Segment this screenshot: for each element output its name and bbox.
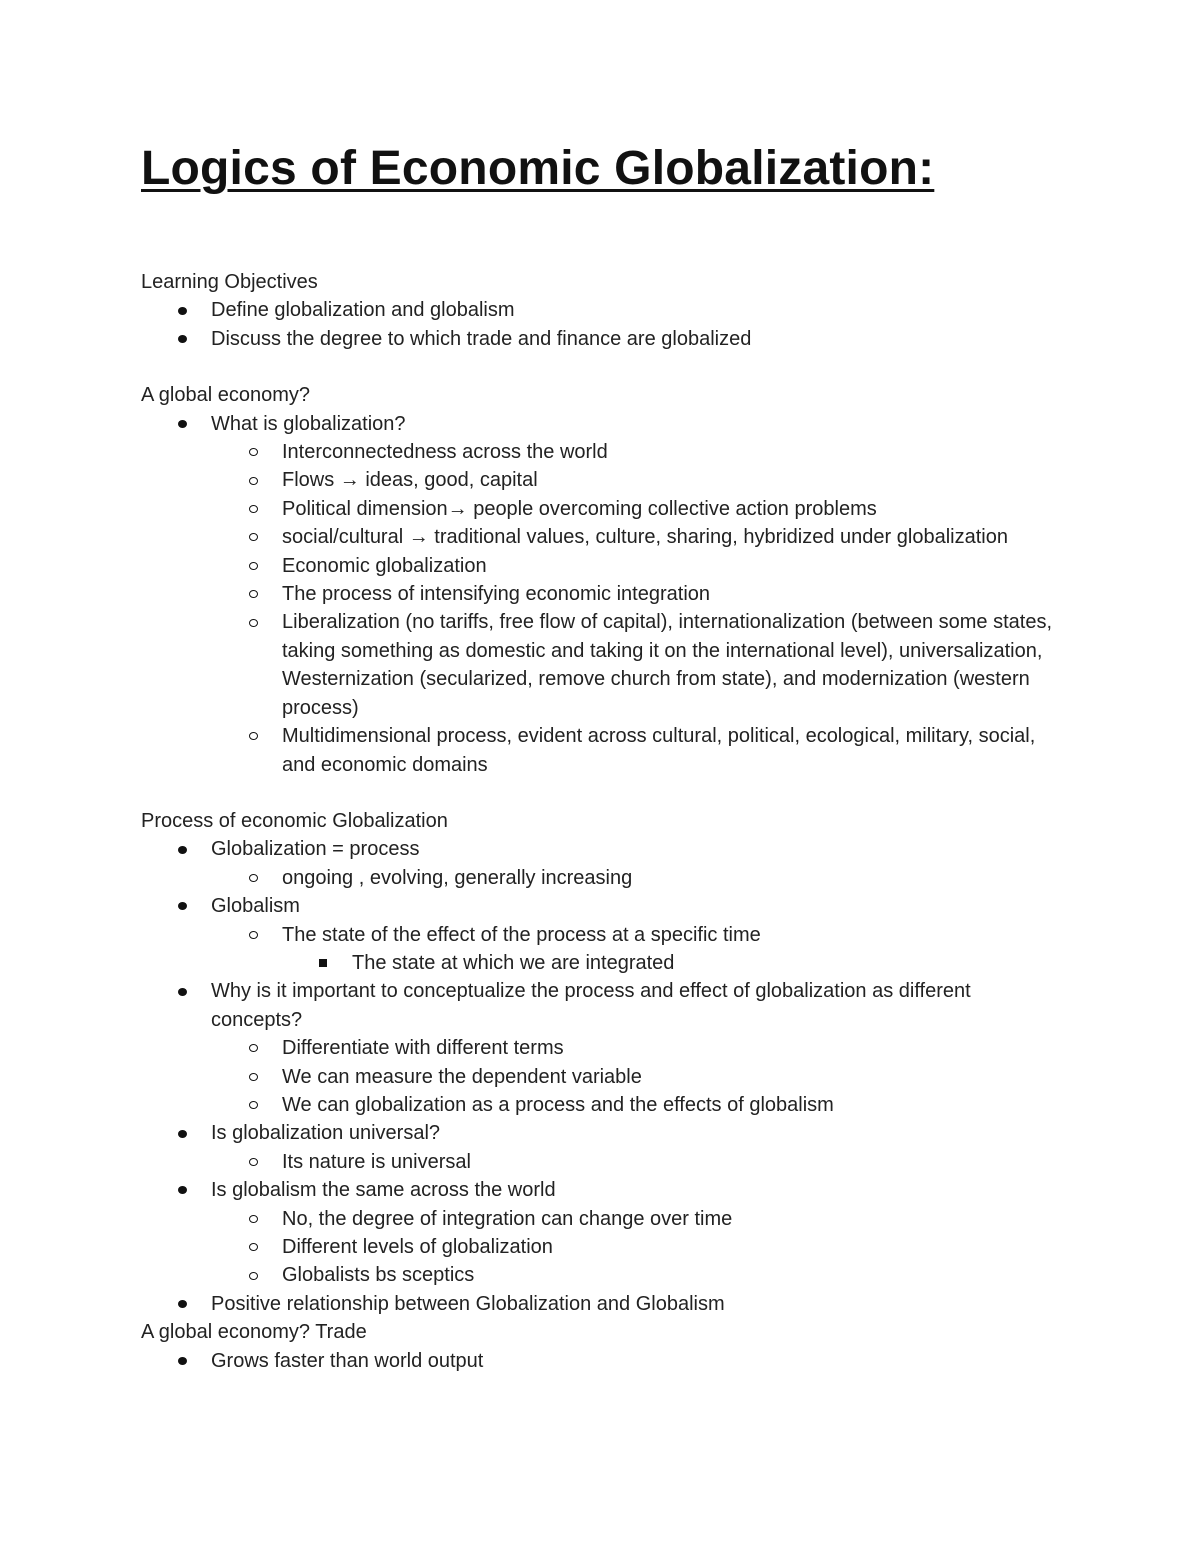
list-item: Differentiate with different terms (141, 1034, 1061, 1062)
bullet-dot-icon (175, 977, 189, 1005)
bullet-circle-icon (246, 466, 260, 494)
bullet-circle-icon (246, 1261, 260, 1289)
section-process (141, 807, 1061, 1318)
bullet-dot-icon (175, 325, 189, 353)
bullet-circle-icon (246, 722, 260, 750)
list-item: Multidimensional process, evident across cultural, political, ecological, military, social, and economic domains (141, 722, 1061, 779)
list-item: We can globalization as a process and the effects of globalism (141, 1091, 1061, 1119)
document-title: Logics of Economic Globalization: (141, 142, 935, 195)
section-trade (141, 1318, 1061, 1375)
bullet-circle-icon (246, 495, 260, 523)
bullet-dot-icon (175, 296, 189, 324)
document-page (141, 138, 1061, 1375)
section-heading: Learning Objectives (141, 271, 318, 293)
section-heading: Process of economic Globalization (141, 809, 448, 832)
bullet-dot-icon (175, 1119, 189, 1147)
bullet-circle-icon (246, 864, 260, 892)
bullet-list (141, 296, 1061, 353)
list-item: ongoing , evolving, generally increasing (141, 864, 1061, 892)
list-item: Is globalism the same across the world (141, 1176, 1061, 1204)
list-item: Discuss the degree to which trade and finance are globalized (141, 325, 1061, 353)
bullet-circle-icon (246, 1034, 260, 1062)
list-item: Is globalization universal? (141, 1119, 1061, 1147)
bullet-square-icon (316, 949, 330, 977)
list-item: Flows → ideas, good, capital (141, 466, 1061, 494)
list-item: Why is it important to conceptualize the process and effect of globalization as different concepts? (141, 977, 1061, 1034)
list-item: Interconnectedness across the world (141, 438, 1061, 466)
sub-bullet-list (141, 438, 1061, 779)
bullet-dot-icon (175, 1347, 189, 1375)
bullet-dot-icon (175, 1176, 189, 1204)
list-item: Positive relationship between Globalization and Globalism (141, 1290, 1061, 1318)
list-item: Grows faster than world output (141, 1347, 1061, 1375)
bullet-dot-icon (175, 1290, 189, 1318)
list-item: What is globalization? (141, 410, 1061, 438)
list-item: Different levels of globalization (141, 1233, 1061, 1261)
list-item: No, the degree of integration can change over time (141, 1205, 1061, 1233)
list-item: The state of the effect of the process at a specific time (141, 921, 1061, 949)
list-item: Globalization = process (141, 835, 1061, 863)
bullet-circle-icon (246, 523, 260, 551)
bullet-list (141, 410, 1061, 438)
section-heading: A global economy? (141, 384, 311, 407)
list-item: The state at which we are integrated (141, 949, 1061, 977)
list-item: Economic globalization (141, 552, 1061, 580)
bullet-circle-icon (246, 438, 260, 466)
section-learning-objectives (141, 268, 1061, 353)
list-item: social/cultural → traditional values, culture, sharing, hybridized under globalization (141, 523, 1061, 551)
bullet-circle-icon (246, 1205, 260, 1233)
bullet-circle-icon (246, 1091, 260, 1119)
bullet-circle-icon (246, 608, 260, 636)
bullet-circle-icon (246, 921, 260, 949)
bullet-dot-icon (175, 892, 189, 920)
bullet-circle-icon (246, 1063, 260, 1091)
list-item: Its nature is universal (141, 1148, 1061, 1176)
list-item: The process of intensifying economic integration (141, 580, 1061, 608)
bullet-circle-icon (246, 580, 260, 608)
bullet-dot-icon (175, 835, 189, 863)
list-item: Globalism (141, 892, 1061, 920)
list-item: Globalists bs sceptics (141, 1261, 1061, 1289)
section-global-economy (141, 381, 1061, 779)
bullet-dot-icon (175, 410, 189, 438)
bullet-circle-icon (246, 1233, 260, 1261)
list-item: Define globalization and globalism (141, 296, 1061, 324)
list-item: We can measure the dependent variable (141, 1063, 1061, 1091)
bullet-circle-icon (246, 552, 260, 580)
bullet-circle-icon (246, 1148, 260, 1176)
list-item: Political dimension→ people overcoming collective action problems (141, 495, 1061, 523)
section-heading: A global economy? Trade (141, 1321, 367, 1344)
list-item: Liberalization (no tariffs, free flow of capital), internationalization (between some states, taking something as domestic and taking it on the international level), universalization, Westernization (secularized, remove church from state), and modernization (western process) (141, 608, 1061, 722)
